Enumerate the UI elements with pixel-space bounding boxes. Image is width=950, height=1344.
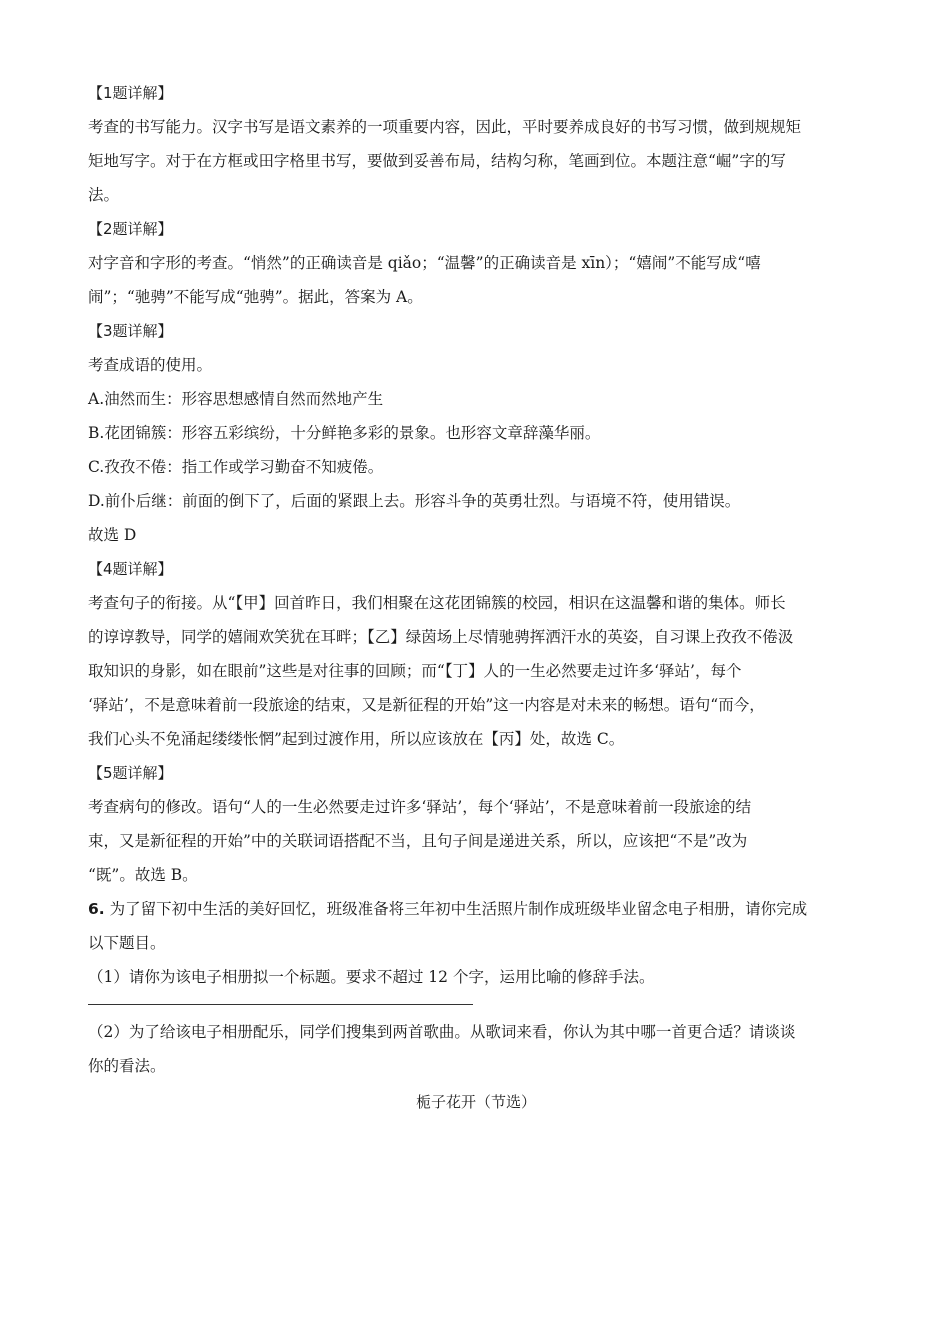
question-part-2: （2）为了给该电子相册配乐，同学们搜集到两首歌曲。从歌词来看，你认为其中哪一首更合适？请谈谈 bbox=[88, 1023, 796, 1041]
poem-title: 栀子花开（节选） bbox=[415, 1093, 536, 1111]
question-part-1: （1）请你为该电子相册拟一个标题。要求不超过 12 个字，运用比喻的修辞手法。 bbox=[88, 968, 655, 986]
paragraph-line: 对字音和字形的考查。“悄然”的正确读音是 qiǎo；“温馨”的正确读音是 xīn）；“嬉闹”不能写成“嘻 bbox=[88, 254, 761, 272]
answer-blank-line bbox=[88, 1004, 473, 1005]
paragraph-line: 考查的书写能力。汉字书写是语文素养的一项重要内容，因此，平时要养成良好的书写习惯，做到规规矩 bbox=[88, 118, 802, 136]
paragraph-line: ‘驿站’，不是意味着前一段旅途的结束，又是新征程的开始”这一内容是对未来的畅想。语句“而今， bbox=[88, 696, 765, 714]
section-5 bbox=[88, 756, 864, 892]
question-text: 为了留下初中生活的美好回忆，班级准备将三年初中生活照片制作成班级毕业留念电子相册，请你完成 bbox=[109, 900, 808, 918]
section-heading: 【5题详解】 bbox=[88, 764, 173, 782]
option-d-line: D.前仆后继：前面的倒下了，后面的紧跟上去。形容斗争的英勇壮烈。与语境不符，使用错误。 bbox=[88, 492, 741, 510]
paragraph-line: 闹”；“驰骋”不能写成“弛骋”。据此，答案为 A。 bbox=[88, 288, 423, 306]
section-3 bbox=[88, 314, 864, 552]
section-heading: 【1题详解】 bbox=[88, 84, 173, 102]
question-text-line: 以下题目。 bbox=[88, 934, 166, 952]
paragraph-line: 矩地写字。对于在方框或田字格里书写，要做到妥善布局，结构匀称，笔画到位。本题注意“崛”字的写 bbox=[88, 152, 786, 170]
question-part-2-cont: 你的看法。 bbox=[88, 1057, 166, 1075]
section-4 bbox=[88, 552, 864, 756]
section-heading: 【2题详解】 bbox=[88, 220, 173, 238]
paragraph-line: 考查病句的修改。语句“人的一生必然要走过许多‘驿站’，每个‘驿站’，不是意味着前一段旅途的结 bbox=[88, 798, 752, 816]
answer-line-text: 故选 D bbox=[88, 526, 137, 544]
question-number: 6. bbox=[88, 900, 105, 918]
section-1 bbox=[88, 76, 864, 212]
paragraph-line: 考查句子的衔接。从“【甲】回首昨日，我们相聚在这花团锦簇的校园，相识在这温馨和谐的集体。师长 bbox=[88, 594, 786, 612]
paragraph-line: “既”。故选 B。 bbox=[88, 866, 198, 884]
paragraph-line: 法。 bbox=[88, 186, 120, 204]
paragraph-line: 取知识的身影，如在眼前”这些是对往事的回顾；而“【丁】人的一生必然要走过许多‘驿站’，每个 bbox=[88, 662, 742, 680]
section-heading: 【4题详解】 bbox=[88, 560, 173, 578]
document-page bbox=[88, 76, 864, 1119]
paragraph-line: 束，又是新征程的开始”中的关联词语搭配不当，且句子间是递进关系，所以，应该把“不是”改为 bbox=[88, 832, 748, 850]
question-title-line bbox=[88, 892, 864, 926]
question-6 bbox=[88, 892, 864, 1119]
section-heading: 【3题详解】 bbox=[88, 322, 173, 340]
option-c-line: C.孜孜不倦：指工作或学习勤奋不知疲倦。 bbox=[88, 458, 384, 476]
option-b-line: B.花团锦簇：形容五彩缤纷，十分鲜艳多彩的景象。也形容文章辞藻华丽。 bbox=[88, 424, 601, 442]
paragraph-line: 我们心头不免涌起缕缕怅惘”起到过渡作用，所以应该放在【丙】处，故选 C。 bbox=[88, 730, 625, 748]
paragraph-line: 的谆谆教导，同学的嬉闹欢笑犹在耳畔；【乙】绿茵场上尽情驰骋挥洒汗水的英姿，自习课上孜孜不倦汲 bbox=[88, 628, 794, 646]
paragraph-line: 考查成语的使用。 bbox=[88, 356, 213, 374]
option-a-line: A.油然而生：形容思想感情自然而然地产生 bbox=[88, 390, 384, 408]
section-2 bbox=[88, 212, 864, 314]
